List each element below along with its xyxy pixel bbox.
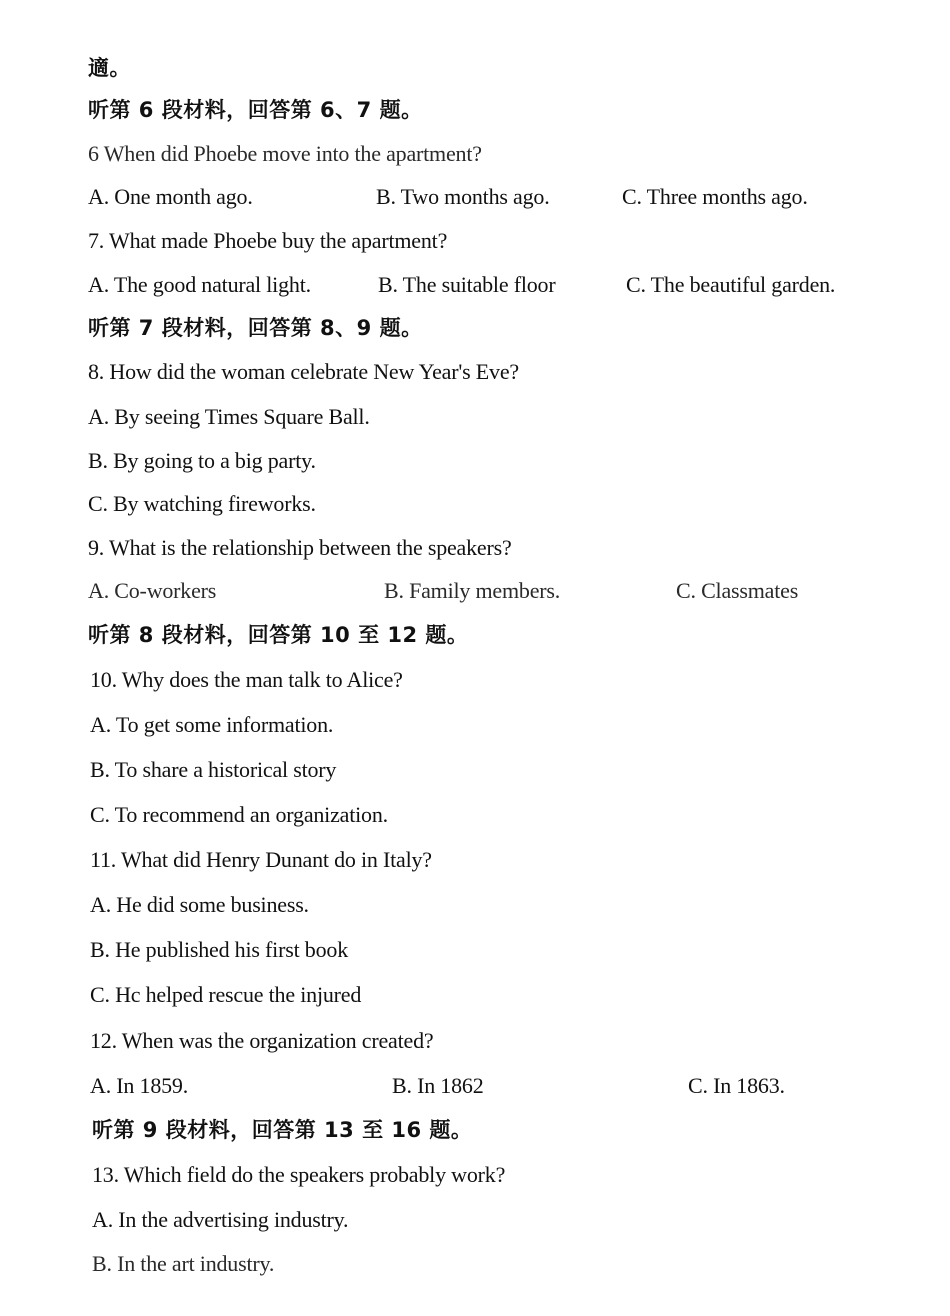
question-8: 8. How did the woman celebrate New Year's Eve? xyxy=(88,359,519,384)
option-6c: C. Three months ago. xyxy=(622,184,808,209)
option-10a: A. To get some information. xyxy=(90,712,334,737)
option-11b: B. He published his first book xyxy=(90,937,348,962)
options-row-q6 xyxy=(88,183,948,211)
option-6a: A. One month ago. xyxy=(88,184,253,209)
option-8c: C. By watching fireworks. xyxy=(88,491,316,516)
option-6b: B. Two months ago. xyxy=(376,184,550,209)
question-13: 13. Which field do the speakers probably work? xyxy=(92,1162,506,1187)
option-10c: C. To recommend an organization. xyxy=(90,802,388,827)
text-fragment: 適。 xyxy=(88,56,131,80)
question-6: 6 When did Phoebe move into the apartment? xyxy=(88,141,482,166)
option-11c: C. Hc helped rescue the injured xyxy=(90,982,362,1007)
option-9c: C. Classmates xyxy=(676,578,799,603)
option-11a: A. He did some business. xyxy=(90,892,309,917)
section-heading-6: 听第 6 段材料，回答第 6、7 题。 xyxy=(88,98,423,122)
section-heading-9: 听第 9 段材料，回答第 13 至 16 题。 xyxy=(92,1118,473,1142)
question-9: 9. What is the relationship between the speakers? xyxy=(88,535,512,560)
question-7: 7. What made Phoebe buy the apartment? xyxy=(88,228,448,253)
option-7c: C. The beautiful garden. xyxy=(626,272,836,297)
options-row-q12 xyxy=(90,1072,950,1100)
question-11: 11. What did Henry Dunant do in Italy? xyxy=(90,847,432,872)
section-heading-7: 听第 7 段材料，回答第 8、9 题。 xyxy=(88,316,423,340)
option-13b: B. In the art industry. xyxy=(92,1251,275,1276)
option-12b: B. In 1862 xyxy=(392,1073,484,1098)
option-12c: C. In 1863. xyxy=(688,1073,785,1098)
option-10b: B. To share a historical story xyxy=(90,757,337,782)
question-10: 10. Why does the man talk to Alice? xyxy=(90,667,403,692)
section-heading-8: 听第 8 段材料，回答第 10 至 12 题。 xyxy=(88,623,469,647)
question-12: 12. When was the organization created? xyxy=(90,1028,434,1053)
option-13a: A. In the advertising industry. xyxy=(92,1207,349,1232)
option-9a: A. Co-workers xyxy=(88,578,217,603)
option-7a: A. The good natural light. xyxy=(88,272,311,297)
options-row-q7 xyxy=(88,271,948,299)
option-8b: B. By going to a big party. xyxy=(88,448,316,473)
option-9b: B. Family members. xyxy=(384,578,561,603)
option-7b: B. The suitable floor xyxy=(378,272,556,297)
options-row-q9 xyxy=(88,577,948,605)
option-12a: A. In 1859. xyxy=(90,1073,189,1098)
option-8a: A. By seeing Times Square Ball. xyxy=(88,404,370,429)
